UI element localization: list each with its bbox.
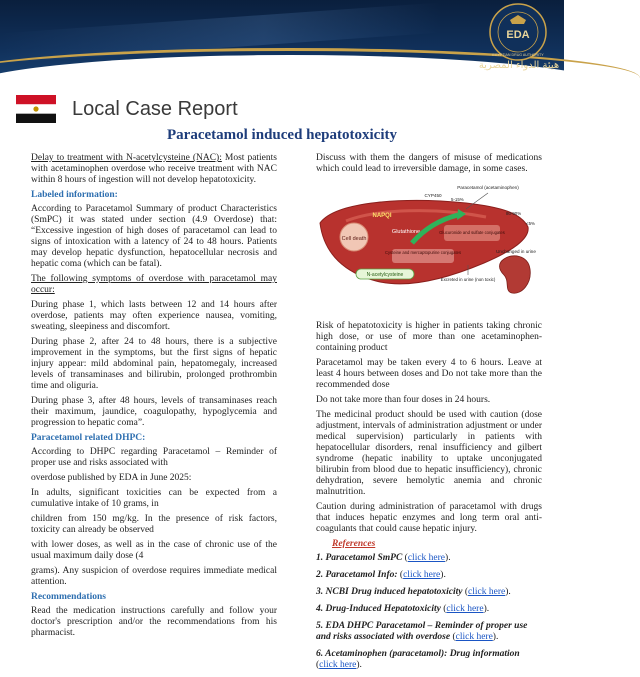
reference-title: 1. Paracetamol SmPC — [316, 553, 403, 563]
references-heading: References — [332, 539, 376, 549]
reference-item: 3. NCBI Drug induced hepatotoxicity (click here). — [316, 587, 511, 597]
right-column — [316, 153, 542, 677]
label-napqi: NAPQI — [372, 213, 392, 219]
reference-title: 2. Paracetamol Info: — [316, 570, 398, 580]
paragraph-recommendations: Read the medication instructions carefully and follow your doctor's prescription and/or the recommendations from his pharmacist. — [31, 606, 277, 638]
paragraph-dhpc-2: overdose published by EDA in June 2025: — [31, 473, 192, 483]
paragraph-symptoms-intro: The following symptoms of overdose with paracetamol may occur: — [31, 274, 277, 295]
paragraph-caution-1: The medicinal product should be used with caution (dose adjustment, intervals of administration adjustment or under medical supervision) particularly in patients with hepatocellular disorders, renal insufficiency and gilbert syndrome (hepatic inability to uptake unconjugated bilirubin from blood due to hepatic insufficiency), chronic dehydration, severe hemolytic anemia and chronic malnutrition. — [316, 410, 542, 497]
label-nac: N-acetylcysteine — [366, 272, 404, 278]
reference-item: 5. EDA DHPC Paracetamol – Reminder of proper use and risks associated with overdose (click here). — [316, 621, 528, 642]
paragraph-dhpc-6: grams). Any suspicion of overdose requires immediate medical attention. — [31, 566, 277, 587]
logo-ring-text: EGYPTIAN DRUG AUTHORITY — [492, 53, 544, 57]
reference-item: 4. Drug-Induced Hepatotoxicity (click here). — [316, 604, 490, 614]
paragraph-phase-1: During phase 1, which lasts between 12 and 14 hours after overdose, patients may often experience nausea, vomiting, sweating, sleepiness and discomfort. — [31, 300, 277, 332]
liver-metabolism-diagram — [316, 183, 542, 311]
paragraph-dhpc-4: children from 150 mg/kg. In the presence of risk factors, toxicity can already be observed — [31, 514, 277, 535]
reference-title: 5. EDA DHPC Paracetamol – Reminder of proper use and risks associated with overdose — [316, 621, 528, 642]
paragraph-discuss: Discuss with them the dangers of misuse of medications which could lead to irreversible damage, in some cases. — [316, 153, 542, 174]
heading-dhpc: Paracetamol related DHPC: — [31, 433, 146, 443]
reference-link[interactable]: click here — [468, 587, 506, 597]
paragraph-phase-3: During phase 3, after 48 hours, levels of transaminases reach their maximum, jaundice, coagulopathy, hypoglycemia and progression to hepatic coma”. — [31, 396, 277, 428]
label-pct-80-90: 80-90% — [506, 211, 522, 216]
paragraph-caution-2: Caution during administration of paracetamol with drugs that induces hepatic enzymes and long term oral anti-coagulants that could cause hepatic injury. — [316, 502, 542, 534]
left-column — [31, 153, 277, 643]
paragraph-max-doses: Do not take more than four doses in 24 hours. — [316, 395, 491, 405]
paragraph-nac-delay — [31, 153, 277, 186]
egypt-flag-icon — [16, 95, 56, 123]
paragraph-dosing: Paracetamol may be taken every 4 to 6 hours. Leave at least 4 hours between doses and Do not take more than the recommended dose — [316, 358, 542, 390]
kidney-shape — [500, 256, 531, 293]
paragraph-dhpc-3: In adults, significant toxicities can be expected from a cumulative intake of 10 grams, in — [31, 488, 277, 509]
label-unchanged-urine: Unchanged in urine — [496, 249, 536, 254]
label-glutathione: Glutathione — [391, 229, 421, 235]
reference-link[interactable]: click here — [319, 660, 357, 670]
label-cysteine: Cysteine and mercaptopurine conjugates — [384, 250, 462, 255]
label-excreted-urine: Excreted in urine (non toxic) — [440, 277, 496, 282]
label-glucuronide: Glucuronide and sulfate conjugates — [439, 230, 505, 235]
paragraph-dhpc-5: with lower doses, as well as in the case of chronic use of the usual maximum daily dose (4 — [31, 540, 277, 561]
reference-title: 4. Drug-Induced Hepatotoxicity — [316, 604, 441, 614]
paragraph-risk: Risk of hepatotoxicity is higher in patients taking chronic high dose, or use of more than one acetaminophen-containing product — [316, 321, 542, 353]
reference-link[interactable]: click here — [455, 632, 493, 642]
logo-text: EDA — [506, 29, 530, 41]
paragraph-smpc: According to Paracetamol Summary of product Characteristics (SmPC) it was stated under section (4.9 Overdose) that: “Excessive ingestion of high doses of paracetamol can lead to signs of intoxication with a latency of 24 to 48 hours. Patients may develop hepatic dysfunction, hepatocellular necrosis and hepatic coma (which can be fatal). — [31, 204, 277, 269]
eda-logo — [488, 2, 548, 62]
label-pct-5-15: 5-15% — [451, 197, 464, 202]
reference-item: 6. Acetaminophen (paracetamol): Drug information (click here). — [316, 649, 520, 670]
text-nac-delay: Delay to treatment with N-acetylcysteine (NAC): Most patients with acetaminophen overdose who receive treatment with NAC within 8 hours of ingestion will not develop hepatotoxicity. — [31, 153, 277, 185]
label-cyp450: CYP450 — [424, 193, 442, 198]
heading-labeled-info: Labeled information: — [31, 190, 118, 200]
eda-arabic-name: هيئة الدواء المصرية — [478, 60, 560, 71]
label-paracetamol: Paracetamol (acetaminophen) — [457, 185, 519, 190]
header-banner — [0, 0, 564, 88]
nac-delay-lead: Delay to treatment with N-acetylcysteine (NAC): — [31, 153, 222, 163]
reference-link[interactable]: click here — [446, 604, 484, 614]
heading-recommendations: Recommendations — [31, 592, 106, 602]
label-cell-death: Cell death — [341, 236, 367, 242]
article-title: Paracetamol induced hepatotoxicity — [167, 127, 397, 143]
reference-item: 1. Paracetamol SmPC (click here). — [316, 553, 451, 563]
reference-item: 2. Paracetamol Info: (click here). — [316, 570, 446, 580]
paragraph-dhpc-1: According to DHPC regarding Paracetamol – Reminder of proper use and risks associated with — [31, 447, 277, 468]
label-pct-lt5: <5% — [526, 221, 535, 226]
reference-title: 6. Acetaminophen (paracetamol): Drug information — [316, 649, 520, 659]
paragraph-phase-2: During phase 2, after 24 to 48 hours, there is a subjective improvement in the symptoms, but the first signs of hepatic injury appear: mild abdominal pain, hepatomegaly, increased levels of transaminases and bilirubin, prolonged prothrombin time and oliguria. — [31, 337, 277, 391]
page-heading: Local Case Report — [72, 98, 238, 120]
reference-link[interactable]: click here — [407, 553, 446, 563]
reference-link[interactable]: click here — [403, 570, 441, 580]
reference-title: 3. NCBI Drug induced hepatotoxicity — [316, 587, 463, 597]
